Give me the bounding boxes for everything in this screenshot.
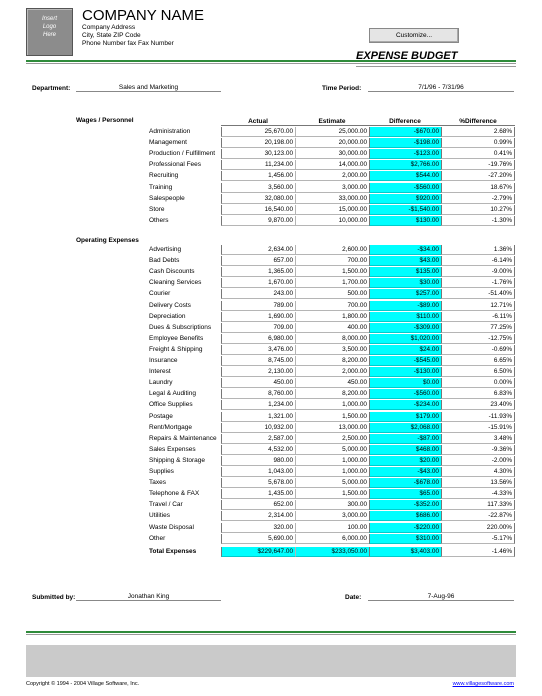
row-label: Postage xyxy=(149,412,173,420)
pct-difference-cell: -1.30% xyxy=(441,216,515,226)
pct-difference-cell: -6.11% xyxy=(441,312,515,322)
pct-difference-cell: -12.75% xyxy=(441,334,515,344)
difference-cell: $920.00 xyxy=(369,194,441,204)
difference-cell: $20.00 xyxy=(369,456,441,466)
row-label: Bad Debts xyxy=(149,257,180,265)
row-label: Insurance xyxy=(149,357,178,364)
estimate-cell[interactable]: 15,000.00 xyxy=(295,205,369,215)
row-label: Telephone & FAX xyxy=(149,490,200,498)
row-label: Production / Fulfillment xyxy=(149,150,216,158)
table-row xyxy=(149,301,515,311)
difference-cell: -$34.00 xyxy=(369,245,441,255)
footer-divider-thin xyxy=(26,634,516,635)
estimate-cell[interactable]: 1,000.00 xyxy=(295,400,369,410)
actual-cell[interactable]: 9,870.00 xyxy=(221,216,295,226)
table-row xyxy=(149,205,515,215)
pct-difference-cell: -4.33% xyxy=(441,489,515,499)
table-row xyxy=(149,412,515,422)
pct-difference-cell: 18.67% xyxy=(441,183,515,193)
pct-difference-cell: 1.36% xyxy=(441,245,515,255)
actual-cell[interactable]: 320.00 xyxy=(221,523,295,533)
pct-difference-cell: -27.20% xyxy=(441,171,515,181)
row-label: Recruiting xyxy=(149,172,179,180)
estimate-cell[interactable]: 30,000.00 xyxy=(295,149,369,159)
table-row xyxy=(149,500,515,510)
pct-difference-cell: 117.33% xyxy=(441,500,515,510)
table-row xyxy=(149,245,515,255)
row-label: Total Expenses xyxy=(149,548,197,555)
pct-difference-cell: 0.41% xyxy=(441,149,515,159)
table-row xyxy=(149,323,515,333)
difference-cell: -$670.00 xyxy=(369,127,441,137)
actual-cell[interactable]: 980.00 xyxy=(221,456,295,466)
difference-cell: $468.00 xyxy=(369,445,441,455)
estimate-cell[interactable]: 100.00 xyxy=(295,523,369,533)
pct-difference-cell: 0.00% xyxy=(441,378,515,388)
difference-cell: $2,766.00 xyxy=(369,160,441,170)
actual-cell[interactable]: 20,198.00 xyxy=(221,138,295,148)
estimate-cell[interactable]: 2,000.00 xyxy=(295,367,369,377)
actual-cell[interactable]: 1,234.00 xyxy=(221,400,295,410)
difference-column-header: Difference xyxy=(389,118,421,125)
row-label: Interest xyxy=(149,368,171,376)
estimate-cell[interactable]: 400.00 xyxy=(295,323,369,333)
table-row xyxy=(149,171,515,181)
estimate-cell[interactable]: 6,000.00 xyxy=(295,534,369,544)
pct-difference-cell: -15.91% xyxy=(441,423,515,433)
difference-cell: -$43.00 xyxy=(369,467,441,477)
estimate-cell[interactable]: 8,200.00 xyxy=(295,356,369,366)
header-divider-thin xyxy=(26,63,516,64)
pct-difference-cell: 6.50% xyxy=(441,367,515,377)
estimate-cell[interactable]: 700.00 xyxy=(295,256,369,266)
table-row xyxy=(149,534,515,544)
wages-section-label: Wages / Personnel xyxy=(76,117,134,124)
date-field[interactable]: 7-Aug-96 xyxy=(368,593,514,601)
difference-cell: $130.00 xyxy=(369,216,441,226)
estimate-cell[interactable]: 1,500.00 xyxy=(295,267,369,277)
estimate-cell[interactable]: 1,000.00 xyxy=(295,467,369,477)
table-row xyxy=(149,149,515,159)
row-label: Other xyxy=(149,534,166,542)
actual-cell[interactable]: 657.00 xyxy=(221,256,295,266)
pct-difference-cell: -6.14% xyxy=(441,256,515,266)
pct-difference-cell: -9.00% xyxy=(441,267,515,277)
table-row xyxy=(149,345,515,355)
pct-difference-cell: -22.87% xyxy=(441,511,515,521)
submitted-by-field[interactable]: Jonathan King xyxy=(76,593,221,601)
actual-cell[interactable]: 2,130.00 xyxy=(221,367,295,377)
time-period-field[interactable]: 7/1/96 - 7/31/96 xyxy=(368,84,514,92)
difference-cell: $24.00 xyxy=(369,345,441,355)
page-title: EXPENSE BUDGET xyxy=(356,50,458,62)
footer-band xyxy=(26,645,516,677)
pct-difference-cell: -1.46% xyxy=(441,547,515,557)
difference-cell: $65.00 xyxy=(369,489,441,499)
difference-cell: -$560.00 xyxy=(369,389,441,399)
table-row xyxy=(149,478,515,488)
actual-cell[interactable]: 1,321.00 xyxy=(221,412,295,422)
row-label: Laundry xyxy=(149,379,173,387)
pct-difference-cell: -5.17% xyxy=(441,534,515,544)
difference-cell: $2,068.00 xyxy=(369,423,441,433)
table-row xyxy=(149,183,515,193)
estimate-cell[interactable]: 500.00 xyxy=(295,289,369,299)
table-row xyxy=(149,467,515,477)
difference-cell: -$560.00 xyxy=(369,183,441,193)
difference-cell: -$678.00 xyxy=(369,478,441,488)
pct-difference-cell: -51.40% xyxy=(441,289,515,299)
table-row xyxy=(149,334,515,344)
actual-cell[interactable]: 4,532.00 xyxy=(221,445,295,455)
estimate-cell[interactable]: 1,700.00 xyxy=(295,278,369,288)
difference-cell: -$309.00 xyxy=(369,323,441,333)
actual-cell[interactable]: 1,435.00 xyxy=(221,489,295,499)
website-link[interactable]: www.villagesoftware.com xyxy=(452,681,514,687)
actual-cell[interactable]: 5,678.00 xyxy=(221,478,295,488)
row-label: Utilities xyxy=(149,512,170,520)
difference-cell: $43.00 xyxy=(369,256,441,266)
estimate-cell[interactable]: 2,000.00 xyxy=(295,171,369,181)
submitted-by-label: Submitted by: xyxy=(32,594,76,601)
difference-cell: -$198.00 xyxy=(369,138,441,148)
row-label: Administration xyxy=(149,128,191,135)
actual-cell[interactable]: 2,634.00 xyxy=(221,245,295,255)
table-row xyxy=(149,423,515,433)
difference-cell: -$545.00 xyxy=(369,356,441,366)
actual-cell[interactable]: 652.00 xyxy=(221,500,295,510)
actual-cell[interactable]: 25,670.00 xyxy=(221,127,295,137)
actual-cell[interactable]: 1,690.00 xyxy=(221,312,295,322)
estimate-cell[interactable]: 1,500.00 xyxy=(295,412,369,422)
estimate-cell[interactable]: 5,000.00 xyxy=(295,445,369,455)
difference-cell: -$87.00 xyxy=(369,434,441,444)
actual-cell[interactable]: 32,080.00 xyxy=(221,194,295,204)
difference-cell: $257.00 xyxy=(369,289,441,299)
actual-column-header: Actual xyxy=(248,118,268,125)
estimate-cell[interactable]: 8,200.00 xyxy=(295,389,369,399)
operating-section-label: Operating Expenses xyxy=(76,237,139,244)
row-label: Supplies xyxy=(149,468,174,475)
pct-difference-cell: 77.25% xyxy=(441,323,515,333)
row-label: Courier xyxy=(149,290,171,298)
difference-cell: $544.00 xyxy=(369,171,441,181)
estimate-cell[interactable]: 1,500.00 xyxy=(295,489,369,499)
title-underline xyxy=(356,66,516,67)
actual-cell[interactable]: 3,560.00 xyxy=(221,183,295,193)
estimate-cell[interactable]: 20,000.00 xyxy=(295,138,369,148)
row-label: Cleaning Services xyxy=(149,279,202,287)
table-row xyxy=(149,489,515,499)
date-label: Date: xyxy=(345,594,362,601)
logo-placeholder-text: Insert Logo Here xyxy=(41,16,57,38)
row-label: Training xyxy=(149,183,173,191)
row-label: Salespeople xyxy=(149,194,185,202)
row-label: Legal & Auditing xyxy=(149,390,196,398)
actual-cell[interactable]: 450.00 xyxy=(221,378,295,388)
estimate-cell[interactable]: 700.00 xyxy=(295,301,369,311)
estimate-cell[interactable]: 8,000.00 xyxy=(295,334,369,344)
row-label: Store xyxy=(149,205,165,213)
row-label: Employee Benefits xyxy=(149,334,204,342)
pct-difference-cell: -1.76% xyxy=(441,278,515,288)
table-row xyxy=(149,216,515,226)
copyright-text: Copyright © 1994 - 2004 Village Software, Inc. xyxy=(26,681,140,687)
total-expenses-row xyxy=(149,547,515,557)
pct-difference-cell: -2.00% xyxy=(441,456,515,466)
row-label: Others xyxy=(149,216,169,224)
estimate-cell[interactable]: 450.00 xyxy=(295,378,369,388)
company-phone: Phone Number fax Fax Number xyxy=(82,40,174,47)
estimate-cell[interactable]: 1,800.00 xyxy=(295,312,369,322)
estimate-cell[interactable]: 3,000.00 xyxy=(295,511,369,521)
row-label: Repairs & Maintenance xyxy=(149,434,217,442)
estimate-cell[interactable]: 33,000.00 xyxy=(295,194,369,204)
pct-difference-column-header: %Difference xyxy=(459,118,497,125)
column-header-rule xyxy=(221,125,515,126)
table-row xyxy=(149,389,515,399)
table-row xyxy=(149,523,515,533)
customize-button[interactable]: Customize... xyxy=(369,28,459,43)
pct-difference-cell: -9.36% xyxy=(441,445,515,455)
estimate-cell[interactable]: 10,000.00 xyxy=(295,216,369,226)
row-label: Office Supplies xyxy=(149,401,193,409)
estimate-cell[interactable]: 300.00 xyxy=(295,500,369,510)
pct-difference-cell: 2.68% xyxy=(441,127,515,137)
row-label: Rent/Mortgage xyxy=(149,423,192,431)
difference-cell: -$130.00 xyxy=(369,367,441,377)
estimate-cell[interactable]: 14,000.00 xyxy=(295,160,369,170)
pct-difference-cell: 6.83% xyxy=(441,389,515,399)
difference-cell: -$220.00 xyxy=(369,523,441,533)
table-row xyxy=(149,267,515,277)
estimate-cell[interactable]: 1,000.00 xyxy=(295,456,369,466)
table-row xyxy=(149,127,515,137)
difference-cell: $0.00 xyxy=(369,378,441,388)
difference-cell: -$1,540.00 xyxy=(369,205,441,215)
actual-cell[interactable]: 1,043.00 xyxy=(221,467,295,477)
pct-difference-cell: 4.30% xyxy=(441,467,515,477)
actual-cell[interactable]: 8,760.00 xyxy=(221,389,295,399)
row-label: Taxes xyxy=(149,479,166,487)
pct-difference-cell: 13.56% xyxy=(441,478,515,488)
table-row xyxy=(149,256,515,266)
actual-cell[interactable]: 2,587.00 xyxy=(221,434,295,444)
actual-cell[interactable]: 3,476.00 xyxy=(221,345,295,355)
table-row xyxy=(149,511,515,521)
difference-cell: -$123.00 xyxy=(369,149,441,159)
row-label: Delivery Costs xyxy=(149,301,191,309)
estimate-cell[interactable]: 25,000.00 xyxy=(295,127,369,137)
pct-difference-cell: 0.99% xyxy=(441,138,515,148)
pct-difference-cell: 10.27% xyxy=(441,205,515,215)
time-period-label: Time Period: xyxy=(322,85,362,92)
actual-cell[interactable]: 5,690.00 xyxy=(221,534,295,544)
pct-difference-cell: -0.69% xyxy=(441,345,515,355)
table-row xyxy=(149,445,515,455)
actual-cell[interactable]: 789.00 xyxy=(221,301,295,311)
actual-cell[interactable]: 30,123.00 xyxy=(221,149,295,159)
actual-cell[interactable]: 11,234.00 xyxy=(221,160,295,170)
actual-cell[interactable]: 8,745.00 xyxy=(221,356,295,366)
actual-cell[interactable]: 10,932.00 xyxy=(221,423,295,433)
row-label: Freight & Shipping xyxy=(149,345,203,353)
pct-difference-cell: 23.40% xyxy=(441,400,515,410)
estimate-cell[interactable]: 3,000.00 xyxy=(295,183,369,193)
table-row xyxy=(149,378,515,388)
difference-cell: $110.00 xyxy=(369,312,441,322)
table-row xyxy=(149,356,515,366)
actual-cell[interactable]: 1,365.00 xyxy=(221,267,295,277)
actual-cell[interactable]: 16,540.00 xyxy=(221,205,295,215)
company-address: Company Address xyxy=(82,24,136,31)
department-label: Department: xyxy=(32,85,71,92)
difference-cell: -$234.00 xyxy=(369,400,441,410)
pct-difference-cell: 12.71% xyxy=(441,301,515,311)
company-city: City, State ZIP Code xyxy=(82,32,141,39)
company-name: COMPANY NAME xyxy=(82,7,204,24)
row-label: Advertising xyxy=(149,246,182,253)
pct-difference-cell: 220.00% xyxy=(441,523,515,533)
row-label: Cash Discounts xyxy=(149,268,195,276)
estimate-column-header: Estimate xyxy=(318,118,346,125)
estimate-cell[interactable]: 13,000.00 xyxy=(295,423,369,433)
table-row xyxy=(149,456,515,466)
pct-difference-cell: 3.48% xyxy=(441,434,515,444)
row-label: Management xyxy=(149,139,187,147)
difference-cell: $3,403.00 xyxy=(369,547,441,557)
estimate-cell[interactable]: 2,500.00 xyxy=(295,434,369,444)
estimate-cell[interactable]: 3,500.00 xyxy=(295,345,369,355)
table-row xyxy=(149,289,515,299)
difference-cell: $30.00 xyxy=(369,278,441,288)
estimate-cell[interactable]: $233,050.00 xyxy=(295,547,369,557)
actual-cell[interactable]: $229,647.00 xyxy=(221,547,295,557)
difference-cell: $1,020.00 xyxy=(369,334,441,344)
department-field[interactable]: Sales and Marketing xyxy=(76,84,221,92)
row-label: Sales Expenses xyxy=(149,445,196,453)
table-row xyxy=(149,400,515,410)
pct-difference-cell: -19.76% xyxy=(441,160,515,170)
difference-cell: $686.00 xyxy=(369,511,441,521)
pct-difference-cell: 6.65% xyxy=(441,356,515,366)
difference-cell: $310.00 xyxy=(369,534,441,544)
actual-cell[interactable]: 1,456.00 xyxy=(221,171,295,181)
row-label: Travel / Car xyxy=(149,501,183,509)
row-label: Dues & Subscriptions xyxy=(149,323,212,331)
table-row xyxy=(149,434,515,444)
pct-difference-cell: -2.79% xyxy=(441,194,515,204)
table-row xyxy=(149,312,515,322)
actual-cell[interactable]: 243.00 xyxy=(221,289,295,299)
footer-divider xyxy=(26,631,516,633)
table-row xyxy=(149,160,515,170)
row-label: Depreciation xyxy=(149,312,186,320)
table-row xyxy=(149,138,515,148)
difference-cell: -$89.00 xyxy=(369,301,441,311)
difference-cell: $179.00 xyxy=(369,412,441,422)
actual-cell[interactable]: 1,670.00 xyxy=(221,278,295,288)
table-row xyxy=(149,278,515,288)
row-label: Shipping & Storage xyxy=(149,456,206,464)
actual-cell[interactable]: 709.00 xyxy=(221,323,295,333)
pct-difference-cell: -11.93% xyxy=(441,412,515,422)
difference-cell: -$352.00 xyxy=(369,500,441,510)
row-label: Professional Fees xyxy=(149,161,202,169)
difference-cell: $135.00 xyxy=(369,267,441,277)
table-row xyxy=(149,194,515,204)
actual-cell[interactable]: 2,314.00 xyxy=(221,511,295,521)
estimate-cell[interactable]: 5,000.00 xyxy=(295,478,369,488)
row-label: Waste Disposal xyxy=(149,523,194,531)
actual-cell[interactable]: 6,980.00 xyxy=(221,334,295,344)
table-row xyxy=(149,367,515,377)
estimate-cell[interactable]: 2,600.00 xyxy=(295,245,369,255)
